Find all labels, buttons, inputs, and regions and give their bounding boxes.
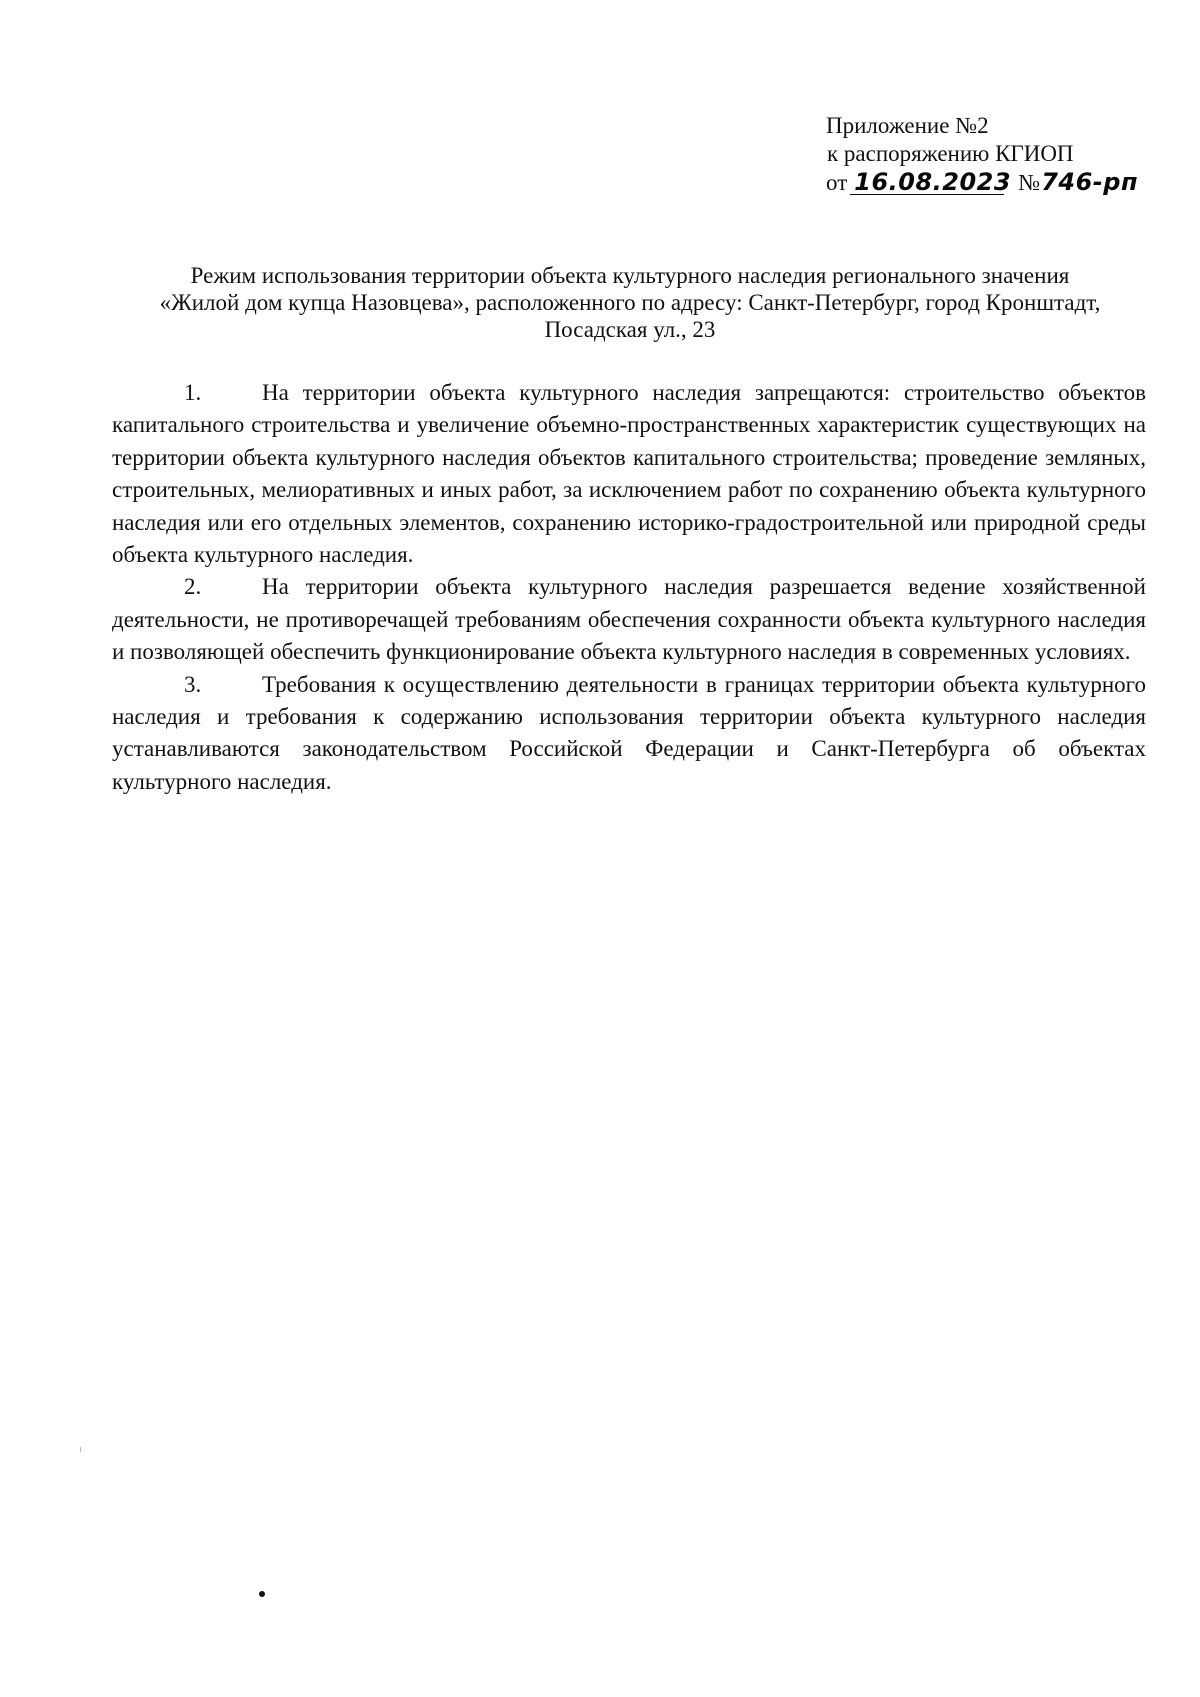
appendix-title: Приложение №2 [826, 113, 989, 138]
scan-dot [259, 1591, 265, 1597]
document-title [110, 262, 1150, 343]
paragraph-number: 2. [184, 574, 202, 600]
paragraph-3 [112, 669, 1146, 799]
handwritten-date: 16.08.2023 [850, 170, 1004, 195]
paragraph-number: 1. [184, 380, 202, 405]
appendix-order-reference: к распоряжению КГИОП [827, 141, 1074, 166]
paragraph-1 [112, 377, 1146, 571]
paragraph-text: На территории объекта культурного наследия разрешается ведение хозяйственной деятельности, не противоречащей требованиям обеспечения сохранности объекта культурного наследия и позволяющей обеспечить функционирование объекта культурного наследия в современных условиях. [112, 574, 1146, 665]
handwritten-order-number: 746-рп [1041, 168, 1139, 196]
number-prefix: № [1018, 170, 1041, 195]
title-line-2: «Жилой дом купца Назовцева», расположенного по адресу: Санкт-Петербург, город Кронштадт, [159, 290, 1101, 315]
paragraph-text: Требования к осуществлению деятельности в границах территории объекта культурного наследия и требования к содержанию использования территории объекта культурного наследия устанавливаются законодательством Российской Федерации и Санкт-Петербурга об объектах культурного наследия. [112, 671, 1146, 794]
appendix-header [826, 112, 1166, 197]
paragraph-2 [112, 571, 1146, 668]
title-line-3: Посадская ул., 23 [544, 317, 716, 342]
date-prefix: от [826, 170, 848, 195]
paragraph-text: На территории объекта культурного наследия запрещаются: строительство объектов капитального строительства и увеличение объемно-пространственных характеристик существующих на территории объекта культурного наследия объектов капитального строительства; проведение земляных, строительных, мелиоративных и иных работ, за исключением работ по сохранению объекта культурного наследия или его отдельных элементов, сохранению историко-градостроительной или природной среды объекта культурного наследия. [112, 380, 1146, 568]
appendix-date-number-line [826, 169, 1166, 197]
paragraph-number: 3. [184, 671, 202, 697]
document-body [112, 377, 1146, 798]
scan-mark [80, 1447, 81, 1452]
title-line-1: Режим использования территории объекта культурного наследия регионального значения [190, 263, 1070, 288]
